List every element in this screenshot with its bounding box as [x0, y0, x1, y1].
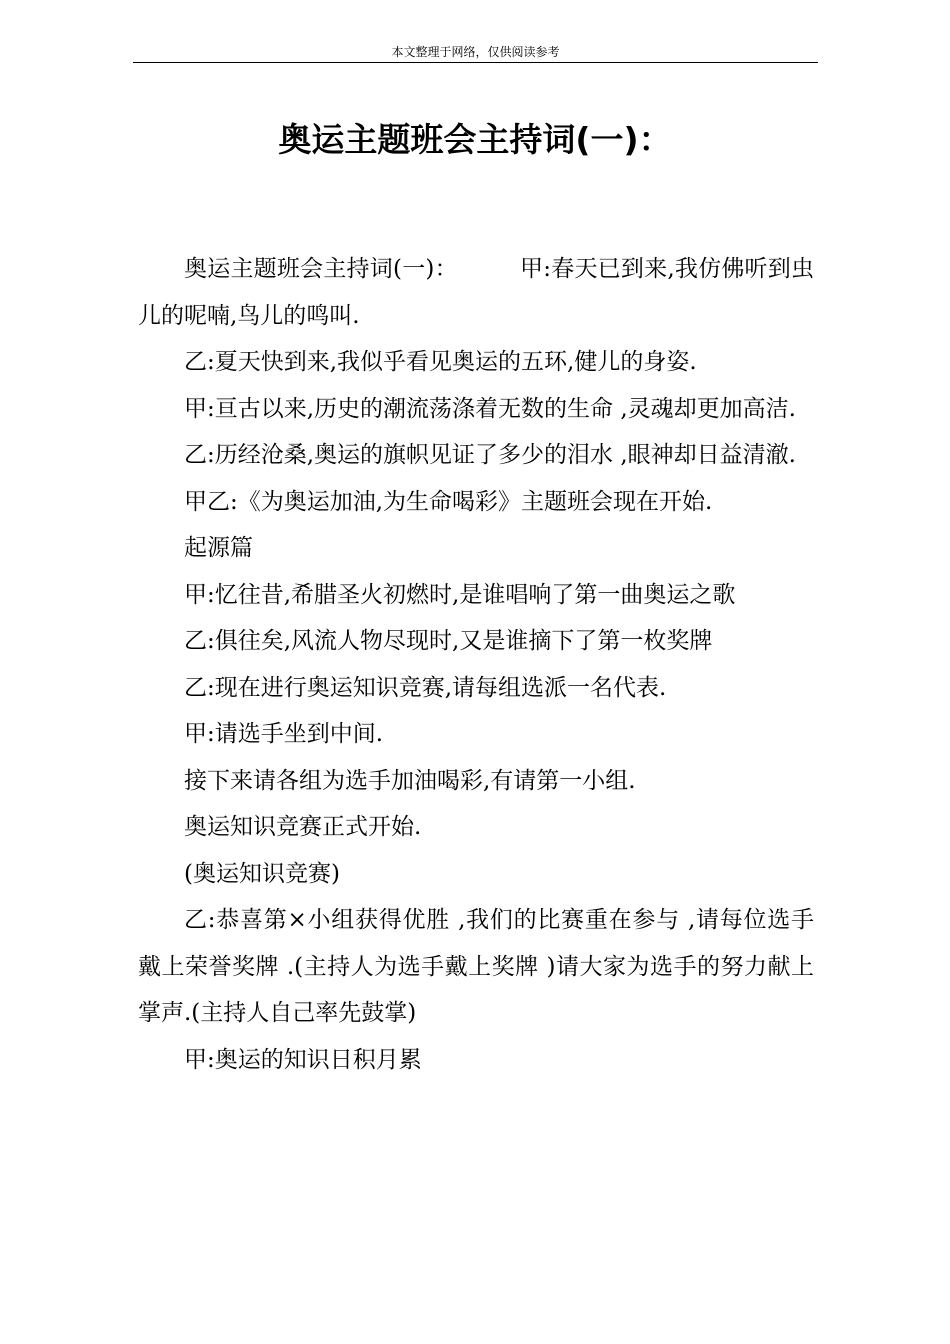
- paragraph: 乙:历经沧桑,奥运的旗帜见证了多少的泪水 ,眼神却日益清澈.: [184, 442, 796, 468]
- paragraph: 乙:恭喜第×小组获得优胜 ,我们的比赛重在参与 ,请每位选手戴上荣誉奖牌 .(主持人为选手戴上奖牌 )请大家为选手的努力献上掌声.(主持人自己率先鼓掌): [138, 907, 814, 1026]
- paragraph: 乙:夏天快到来,我似乎看见奥运的五环,健儿的身姿.: [184, 349, 697, 375]
- paragraph: 甲:请选手坐到中间.: [184, 721, 384, 747]
- paragraph-text: 甲:春天已到来,我仿佛听到虫儿的呢喃,鸟儿的鸣叫.: [138, 256, 814, 329]
- paragraph: 甲:奥运的知识日积月累: [184, 1046, 422, 1073]
- section-heading: 起源篇: [184, 535, 253, 561]
- paragraph: [138, 246, 814, 339]
- paragraph: 奥运知识竞赛正式开始.: [184, 814, 422, 840]
- paragraph-lead: 奥运主题班会主持词(一)：: [184, 256, 458, 282]
- paragraph: 乙:现在进行奥运知识竞赛,请每组选派一名代表.: [184, 674, 667, 701]
- page-header: [133, 44, 818, 63]
- paragraph: (奥运知识竞赛): [184, 860, 340, 887]
- paragraph: 乙:俱往矣,风流人物尽现时,又是谁摘下了第一枚奖牌: [184, 628, 713, 654]
- document-title: 奥运主题班会主持词(一)：: [278, 120, 672, 159]
- header-note: 本文整理于网络，仅供阅读参考: [391, 45, 560, 59]
- paragraph: 甲:忆往昔,希腊圣火初燃时,是谁唱响了第一曲奥运之歌: [184, 581, 736, 608]
- paragraph: 甲乙:《为奥运加油,为生命喝彩》主题班会现在开始.: [184, 488, 713, 515]
- paragraph: 甲:亘古以来,历史的潮流荡涤着无数的生命 ,灵魂却更加高洁.: [184, 395, 796, 422]
- paragraph: 接下来请各组为选手加油喝彩,有请第一小组.: [184, 767, 636, 794]
- document-body: [138, 246, 814, 1083]
